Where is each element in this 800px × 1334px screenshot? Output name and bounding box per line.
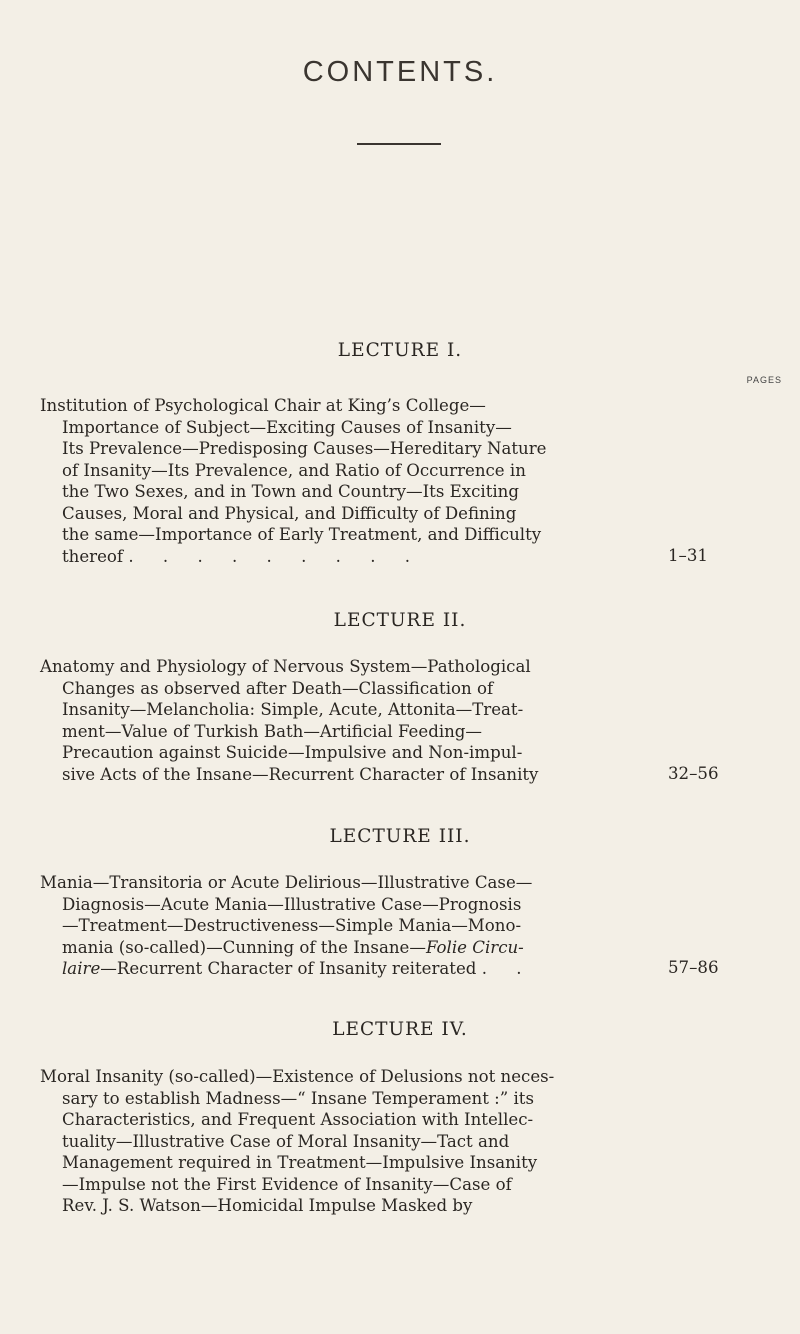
lecture-2-line: ment—Value of Turkish Bath—Artificial Feeding— [62,721,483,741]
lecture-1-pages: 1–31 [668,546,708,565]
dot-leader: . . . . . . . . . [128,546,423,566]
lecture-3-last-line [40,958,650,980]
lecture-1-line: Importance of Subject—Exciting Causes of Insanity— [62,417,512,437]
lecture-4-line: —Impulse not the First Evidence of Insanity—Case of [62,1174,512,1194]
lecture-1-line: Institution of Psychological Chair at King’s College— [40,396,486,415]
lecture-1-line: the Two Sexes, and in Town and Country—Its Exciting [62,482,519,501]
lecture-2-line: sive Acts of the Insane—Recurrent Character of Insanity [62,764,539,784]
lecture-2-line: Anatomy and Physiology of Nervous System—Pathological [40,657,531,676]
lecture-4-heading: LECTURE IV. [332,1019,468,1040]
lecture-1-line: of Insanity—Its Prevalence, and Ratio of Occurrence in [62,460,526,480]
title-rule [357,143,441,145]
lecture-3-pages: 57–86 [668,958,719,977]
lecture-1-last-line [40,546,650,568]
lecture-1-line: the same—Importance of Early Treatment, and Difficulty [62,525,542,544]
lecture-2-line: Precaution against Suicide—Impulsive and Non-impul- [62,743,523,762]
lecture-4-summary [40,1066,650,1217]
lecture-2-summary [40,656,650,785]
lecture-3-line-with-italic [40,937,650,959]
lecture-4-line: Moral Insanity (so-called)—Existence of Delusions not neces- [40,1067,555,1086]
lecture-3-line: —Treatment—Destructiveness—Simple Mania—Mono- [62,916,522,935]
lecture-1-heading: LECTURE I. [337,340,463,361]
lecture-4-line: sary to establish Madness—“ Insane Temperament :” its [62,1088,534,1108]
lecture-3-line: —Recurrent Character of Insanity reiterated [100,959,477,978]
lecture-4-line: Management required in Treatment—Impulsive Insanity [62,1153,538,1172]
lecture-2-pages: 32–56 [668,764,719,783]
page-title: CONTENTS. [302,56,498,88]
lecture-3-line: Mania—Transitoria or Acute Delirious—Illustrative Case— [40,873,533,892]
lecture-3-line: Diagnosis—Acute Mania—Illustrative Case—Prognosis [62,894,522,914]
lecture-1-line: thereof [62,546,124,566]
lecture-4-line: Characteristics, and Frequent Association with Intellec- [62,1110,534,1129]
lecture-2-line: Insanity—Melancholia: Simple, Acute, Attonita—Treat- [62,700,524,719]
italic-title: Folie Circu- [425,937,524,957]
lecture-4-line: tuality—Illustrative Case of Moral Insanity—Tact and [62,1131,510,1151]
lecture-1-line: Causes, Moral and Physical, and Difficulty of Defining [62,503,517,523]
lecture-2-line: Changes as observed after Death—Classification of [62,678,494,698]
lecture-1-line: Its Prevalence—Predisposing Causes—Hereditary Nature [62,439,547,458]
lecture-1-summary [40,395,650,567]
lecture-4-line: Rev. J. S. Watson—Homicidal Impulse Masked by [62,1196,473,1215]
lecture-3-line: mania (so-called)—Cunning of the Insane— [62,937,426,957]
lecture-3-heading: LECTURE III. [329,826,471,847]
pages-column-label: PAGES [746,375,782,385]
italic-continuation: laire [62,959,101,978]
dot-leader: . . [481,959,534,978]
lecture-2-heading: LECTURE II. [333,610,467,631]
lecture-3-summary [40,872,650,980]
